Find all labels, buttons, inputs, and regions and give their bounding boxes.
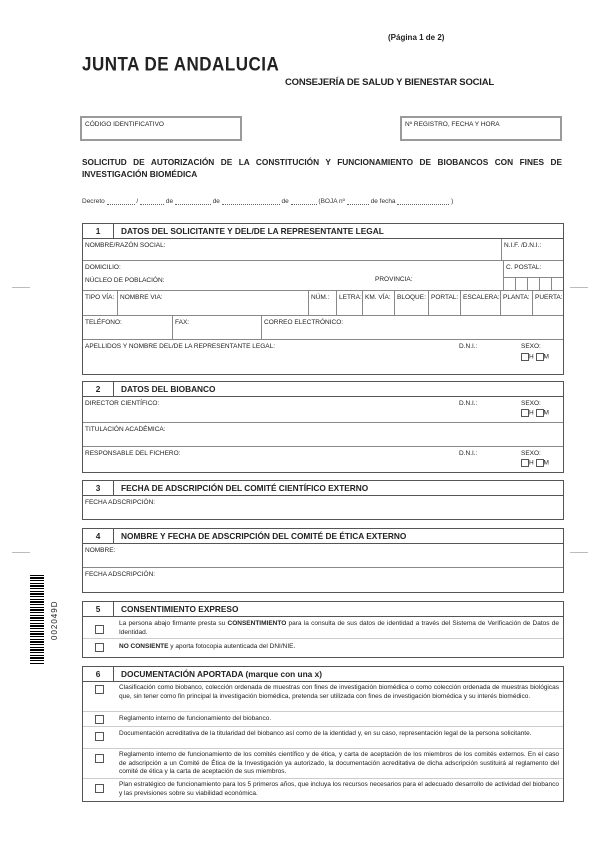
section-4-header bbox=[83, 529, 563, 544]
responsable-field[interactable] bbox=[83, 447, 457, 473]
nombre-etica-field[interactable] bbox=[83, 544, 563, 567]
kmvia-field[interactable] bbox=[362, 291, 394, 315]
responsable-h-checkbox[interactable] bbox=[521, 459, 529, 467]
row-via bbox=[83, 291, 563, 316]
section-5-number: 5 bbox=[83, 602, 114, 616]
fold-mark-left-2 bbox=[12, 552, 30, 553]
no-consiente-rest: y aporta fotocopia autenticada del DNI/NIE. bbox=[168, 643, 296, 650]
fold-mark-right-1 bbox=[570, 287, 588, 288]
tipovia-label: TIPO VÍA: bbox=[85, 294, 115, 301]
consiente-text-bold: CONSENTIMIENTO bbox=[227, 620, 287, 627]
letra-label: LETRA: bbox=[339, 294, 362, 301]
apellidos-label: APELLIDOS Y NOMBRE DEL/DE LA REPRESENTANTE LEGAL: bbox=[85, 343, 276, 350]
decreto-slash: / bbox=[136, 198, 139, 205]
section-3-header bbox=[83, 481, 563, 496]
portal-field[interactable] bbox=[428, 291, 460, 315]
boja-num-field[interactable] bbox=[347, 197, 369, 205]
section-4-number: 4 bbox=[83, 529, 114, 543]
no-consiente-checkbox[interactable] bbox=[95, 643, 104, 652]
row-fecha-cientifico bbox=[83, 496, 563, 520]
decreto-month-field[interactable] bbox=[222, 197, 280, 205]
registro-box bbox=[400, 116, 562, 141]
director-dni-field[interactable] bbox=[457, 397, 519, 422]
director-h-label: H bbox=[529, 409, 534, 417]
responsable-dni-label: D.N.I.: bbox=[459, 450, 478, 457]
sexo-m-checkbox[interactable] bbox=[536, 353, 544, 361]
fecha-cientifico-label: FECHA ADSCRIPCIÓN: bbox=[85, 499, 156, 506]
responsable-label: RESPONSABLE DEL FICHERO: bbox=[85, 450, 181, 457]
apellidos-field[interactable] bbox=[83, 340, 457, 368]
doc-item-2-checkbox[interactable] bbox=[95, 715, 104, 724]
provincia-field[interactable] bbox=[373, 261, 503, 290]
junta-logo: JUNTA DE ANDALUCIA bbox=[82, 53, 280, 75]
row-contacto bbox=[83, 316, 563, 340]
boja-fecha-field[interactable] bbox=[397, 197, 449, 205]
bloque-label: BLOQUE: bbox=[397, 294, 426, 301]
boja-label: (BOJA nº bbox=[318, 198, 345, 205]
section-1 bbox=[82, 223, 564, 375]
doc-item bbox=[83, 712, 563, 727]
section-5 bbox=[82, 601, 564, 658]
kmvia-label: KM. VÍA: bbox=[365, 294, 391, 301]
sexo-h-label: H bbox=[529, 353, 534, 361]
row-nombre bbox=[83, 239, 563, 261]
bloque-field[interactable] bbox=[394, 291, 428, 315]
no-consiente-text bbox=[119, 643, 559, 652]
section-6-title: DOCUMENTACIÓN APORTADA (marque con una x) bbox=[121, 669, 322, 679]
planta-label: PLANTA: bbox=[503, 294, 530, 301]
fax-label: FAX: bbox=[175, 319, 190, 326]
titulacion-label: TITULACIÓN ACADÉMICA: bbox=[85, 426, 166, 433]
section-5-header bbox=[83, 602, 563, 617]
cpostal-field[interactable] bbox=[503, 261, 563, 290]
decreto-label: Decreto bbox=[82, 198, 105, 205]
titulacion-field[interactable] bbox=[83, 423, 563, 446]
nombre-etica-label: NOMBRE: bbox=[85, 547, 116, 554]
barcode bbox=[30, 575, 44, 665]
escalera-label: ESCALERA: bbox=[463, 294, 500, 301]
num-field[interactable] bbox=[308, 291, 336, 315]
fecha-etica-label: FECHA ADSCRIPCIÓN: bbox=[85, 571, 156, 578]
consiente-checkbox[interactable] bbox=[95, 625, 104, 634]
planta-field[interactable] bbox=[500, 291, 532, 315]
section-4 bbox=[82, 528, 564, 593]
letra-field[interactable] bbox=[336, 291, 362, 315]
telefono-field[interactable] bbox=[83, 316, 172, 339]
section-1-number: 1 bbox=[83, 224, 114, 238]
dni-field[interactable] bbox=[457, 340, 519, 368]
decreto-year-field[interactable] bbox=[140, 197, 164, 205]
doc-item bbox=[83, 749, 563, 779]
fax-field[interactable] bbox=[172, 316, 261, 339]
cpostal-boxes bbox=[504, 277, 563, 290]
sexo-label: SEXO: bbox=[521, 343, 541, 350]
tipovia-field[interactable] bbox=[83, 291, 117, 315]
row-responsable bbox=[83, 447, 563, 473]
puerta-label: PUERTA: bbox=[535, 294, 563, 301]
telefono-label: TELÉFONO: bbox=[85, 319, 122, 326]
responsable-m-checkbox[interactable] bbox=[536, 459, 544, 467]
puerta-field[interactable] bbox=[532, 291, 563, 315]
director-m-label: M bbox=[543, 409, 549, 417]
doc-item bbox=[83, 779, 563, 801]
decreto-num-field[interactable] bbox=[107, 197, 135, 205]
decreto-close: ) bbox=[451, 198, 454, 205]
codigo-label: CÓDIGO IDENTIFICATIVO bbox=[85, 121, 164, 128]
responsable-dni-field[interactable] bbox=[457, 447, 519, 473]
consiente-text-a: La persona abajo firmante presta su bbox=[119, 620, 228, 627]
dni-label: D.N.I.: bbox=[459, 343, 478, 350]
section-3 bbox=[82, 480, 564, 520]
section-6-number: 6 bbox=[83, 667, 114, 681]
cpostal-label: C. POSTAL: bbox=[506, 264, 542, 271]
doc-item bbox=[83, 682, 563, 712]
decreto-de2: de bbox=[212, 198, 220, 205]
doc-item-2-text: Reglamento interno de funcionamiento del biobanco. bbox=[119, 715, 272, 722]
section-2-title: DATOS DEL BIOBANCO bbox=[121, 384, 216, 394]
section-3-number: 3 bbox=[83, 481, 114, 495]
section-2-number: 2 bbox=[83, 382, 114, 396]
page-number: (Página 1 de 2) bbox=[388, 33, 445, 42]
doc-item-1-text: Clasificación como biobanco, colección ordenada de muestras con fines de investigación biomédica o como colección ordenada de muestras biológicas que, sin tener como fin principal la investigación biomédica, pretenda ser utilizada con fines de investigación biomédica y su interés biomédico. bbox=[119, 684, 559, 700]
responsable-h-label: H bbox=[529, 459, 534, 467]
section-1-title: DATOS DEL SOLICITANTE Y DEL/DE LA REPRESENTANTE LEGAL bbox=[121, 226, 384, 236]
sexo-h-checkbox[interactable] bbox=[521, 353, 529, 361]
decreto-day-field[interactable] bbox=[175, 197, 211, 205]
section-5-title: CONSENTIMIENTO EXPRESO bbox=[121, 604, 239, 614]
registro-label: Nº REGISTRO, FECHA Y HORA bbox=[405, 121, 500, 128]
consiente-text bbox=[119, 620, 559, 637]
form-title: SOLICITUD DE AUTORIZACIÓN DE LA CONSTITUCIÓN Y FUNCIONAMIENTO DE BIOBANCOS CON FINES DE INVESTIGACIÓN BIOMÉDICA bbox=[82, 157, 562, 179]
fold-mark-left-1 bbox=[12, 287, 30, 288]
provincia-label: PROVINCIA: bbox=[375, 276, 413, 283]
consentimiento-item bbox=[83, 617, 563, 639]
director-sexo bbox=[519, 397, 563, 422]
decreto-de3: de bbox=[281, 198, 289, 205]
fold-mark-right-2 bbox=[570, 552, 588, 553]
boja-fecha-label: de fecha bbox=[370, 198, 396, 205]
row-domicilio bbox=[83, 261, 563, 291]
doc-item-1-checkbox[interactable] bbox=[95, 685, 104, 694]
consiente-text-c: para la consulta de sus datos de identidad a través del Sistema de Verificación de Datos de Identidad. bbox=[119, 620, 560, 636]
responsable-m-label: M bbox=[543, 459, 549, 467]
doc-item bbox=[83, 727, 563, 749]
section-1-header bbox=[83, 224, 563, 239]
nombrevia-label: NOMBRE VIA: bbox=[120, 294, 163, 301]
correo-label: CORREO ELECTRÓNICO: bbox=[264, 319, 344, 326]
num-label: NÚM.: bbox=[311, 294, 330, 301]
nif-label: N.I.F. /D.N.I.: bbox=[504, 242, 542, 249]
fecha-cientifico-field[interactable] bbox=[83, 496, 563, 520]
decreto-line bbox=[82, 197, 453, 205]
section-2-header bbox=[83, 382, 563, 397]
director-m-checkbox[interactable] bbox=[536, 409, 544, 417]
row-director bbox=[83, 397, 563, 423]
domicilio-label: DOMICILIO: bbox=[85, 264, 121, 271]
director-field[interactable] bbox=[83, 397, 457, 422]
doc-item-3-checkbox[interactable] bbox=[95, 732, 104, 741]
section-2 bbox=[82, 381, 564, 473]
nombrevia-field[interactable] bbox=[117, 291, 308, 315]
no-consiente-bold: NO CONSIENTE bbox=[119, 643, 169, 650]
decreto-y2-field[interactable] bbox=[291, 197, 317, 205]
escalera-field[interactable] bbox=[460, 291, 500, 315]
row-fecha-etica bbox=[83, 568, 563, 593]
codigo-identificativo-box bbox=[80, 116, 242, 141]
doc-item-4-text: Reglamento interno de funcionamiento de los comités científico y de ética, y carta de aceptación de los miembros de los comités externos. En el caso de adscripción a un Comité de Ética de la Investigación ya autorizado, la documentación acreditativa de dicha adscripción sustituirá al reglamento del comité de ética y la carta de aceptación de sus miembros. bbox=[119, 751, 559, 775]
doc-item-4-checkbox[interactable] bbox=[95, 754, 104, 763]
director-dni-label: D.N.I.: bbox=[459, 400, 478, 407]
doc-item-5-text: Plan estratégico de funcionamiento para los 5 primeros años, que incluya los recursos necesarios para el adecuado desarrollo de actividad del biobanco y las previsiones sobre su viabilidad económica. bbox=[119, 781, 559, 797]
row-representante bbox=[83, 340, 563, 368]
section-6 bbox=[82, 666, 564, 802]
responsable-sexo-label: SEXO: bbox=[521, 450, 541, 457]
director-label: DIRECTOR CIENTÍFICO: bbox=[85, 400, 160, 407]
doc-item-3-text: Documentación acreditativa de la titularidad del biobanco así como de la identidad y, en su caso, representación legal de la persona solicitante. bbox=[119, 730, 532, 737]
row-nombre-etica bbox=[83, 544, 563, 568]
section-3-title: FECHA DE ADSCRIPCIÓN DEL COMITÉ CIENTÍFICO EXTERNO bbox=[121, 483, 369, 493]
consejeria-name: CONSEJERÍA DE SALUD Y BIENESTAR SOCIAL bbox=[285, 77, 494, 88]
doc-item-5-checkbox[interactable] bbox=[95, 784, 104, 793]
nombre-label: NOMBRE/RAZÓN SOCIAL: bbox=[85, 242, 166, 249]
portal-label: PORTAL: bbox=[431, 294, 459, 301]
no-consiente-item bbox=[83, 639, 563, 657]
responsable-sexo bbox=[519, 447, 563, 473]
correo-field[interactable] bbox=[261, 316, 563, 339]
nombre-field[interactable] bbox=[83, 239, 501, 260]
director-sexo-label: SEXO: bbox=[521, 400, 541, 407]
section-4-title: NOMBRE Y FECHA DE ADSCRIPCIÓN DEL COMITÉ DE ÉTICA EXTERNO bbox=[121, 531, 407, 541]
nucleo-label: NÚCLEO DE POBLACIÓN: bbox=[85, 277, 165, 284]
director-h-checkbox[interactable] bbox=[521, 409, 529, 417]
nif-field[interactable] bbox=[501, 239, 563, 260]
fecha-etica-field[interactable] bbox=[83, 568, 563, 593]
sexo-m-label: M bbox=[543, 353, 549, 361]
decreto-de1: de bbox=[165, 198, 174, 205]
barcode-number: 002049D bbox=[50, 600, 59, 640]
row-titulacion bbox=[83, 423, 563, 447]
sexo-field bbox=[519, 340, 563, 368]
nucleo-field[interactable] bbox=[83, 261, 373, 290]
section-6-header bbox=[83, 667, 563, 682]
